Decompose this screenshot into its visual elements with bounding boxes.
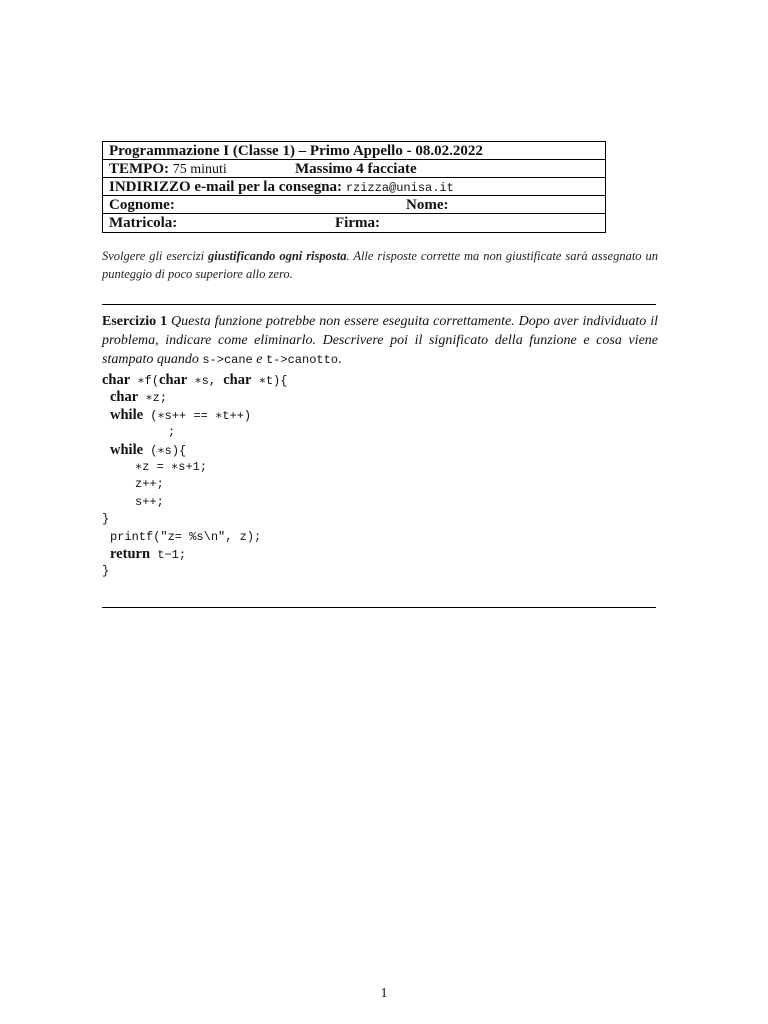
code-line <box>102 476 658 493</box>
code-keyword: char <box>159 372 188 388</box>
exercise-label: Esercizio 1 <box>102 314 168 329</box>
exam-header-table <box>102 141 606 233</box>
instructions-before: Svolgere gli esercizi <box>102 249 209 263</box>
code-text: ∗s, <box>187 374 224 388</box>
exercise-text-3: . <box>338 352 342 367</box>
cognome-label: Cognome: <box>109 197 175 213</box>
code-line <box>102 563 658 580</box>
code-line <box>102 511 658 528</box>
code-text: printf("z= %s\n", z); <box>110 529 262 544</box>
code-line <box>102 529 658 546</box>
email-value: rzizza@unisa.it <box>345 181 454 195</box>
instructions-emphasis: giustificando ogni risposta <box>208 249 347 263</box>
code-line <box>102 459 658 476</box>
code-text: s++; <box>135 494 164 509</box>
matricola-label: Matricola: <box>109 215 178 231</box>
id-row <box>103 214 605 232</box>
code-text: ; <box>168 425 176 440</box>
time-row <box>103 160 605 178</box>
code-line <box>102 494 658 511</box>
tempo-value: 75 minuti <box>172 162 227 177</box>
code-text: (∗s){ <box>143 443 187 458</box>
exam-title: Programmazione I (Classe 1) – Primo Appello - 08.02.2022 <box>109 143 483 159</box>
top-divider <box>102 304 656 305</box>
code-text: ∗t){ <box>251 374 288 388</box>
bottom-divider <box>102 607 656 608</box>
code-text: } <box>102 512 110 527</box>
code-text: } <box>102 564 110 579</box>
exercise-code-s: s->cane <box>202 353 253 367</box>
code-text: z++; <box>135 477 164 492</box>
code-text: ∗f( <box>130 374 160 388</box>
code-line <box>102 546 658 563</box>
code-keyword: char <box>223 372 252 388</box>
code-text: t−1; <box>150 547 187 562</box>
exercise-code-t: t->canotto <box>265 353 338 367</box>
exercise-text-1: Questa funzione potrebbe non essere eseguita correttamente. Dopo aver individuato il problema, indicare come eliminarlo. Descrivere poi il significato della funzione e cosa viene stampato quando <box>102 314 658 367</box>
email-label: INDIRIZZO e-mail per la consegna: <box>109 179 343 195</box>
instructions <box>102 247 658 283</box>
code-line <box>102 442 658 459</box>
code-listing <box>102 372 658 581</box>
exercise-text-2: e <box>252 352 266 367</box>
instructions-after: . Alle risposte corrette ma non giustificate sarà assegnato un punteggio di poco superiore allo zero. <box>102 249 658 281</box>
tempo-label: TEMPO: <box>109 161 169 177</box>
code-keyword: while <box>110 406 144 423</box>
code-text: (∗s++ == ∗t++) <box>143 408 252 423</box>
firma-label: Firma: <box>335 215 380 231</box>
code-keyword: char <box>102 372 131 388</box>
code-keyword: char <box>110 389 139 406</box>
code-line <box>102 389 658 406</box>
email-row <box>103 178 605 196</box>
code-text: ∗z; <box>138 391 168 406</box>
page-number: 1 <box>380 986 388 1001</box>
code-line <box>102 407 658 424</box>
code-keyword: while <box>110 441 144 458</box>
code-keyword: return <box>110 545 151 562</box>
max-pages: Massimo 4 facciate <box>295 161 417 177</box>
name-row <box>103 196 605 214</box>
exercise-1 <box>102 312 658 370</box>
exam-title-row <box>103 142 605 160</box>
code-text: ∗z = ∗s+1; <box>135 459 208 474</box>
code-line <box>102 372 658 389</box>
code-line <box>102 424 658 441</box>
nome-label: Nome: <box>406 197 449 213</box>
